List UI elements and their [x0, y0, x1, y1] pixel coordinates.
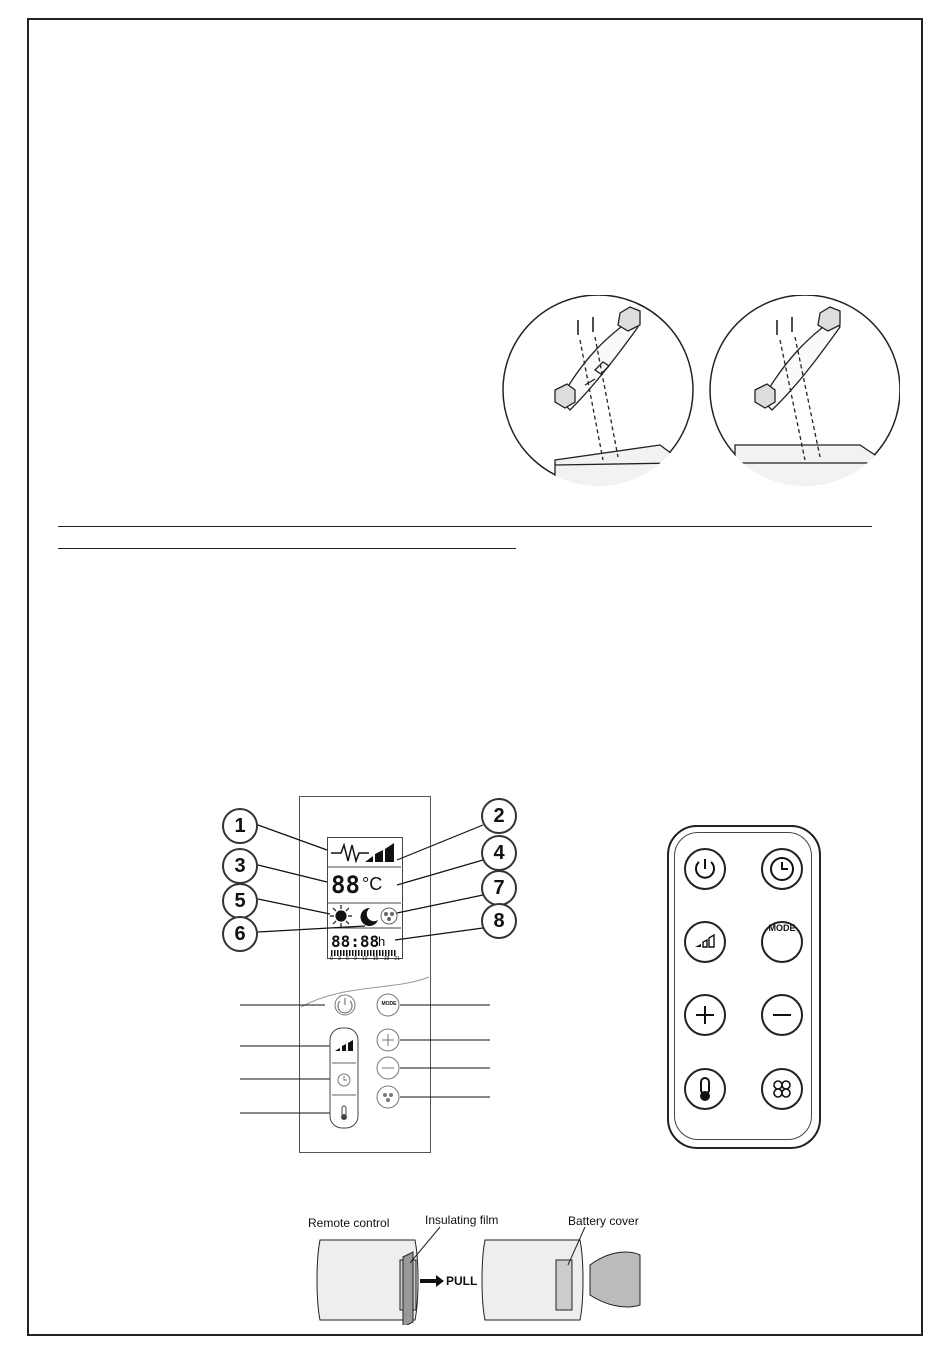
- remote-power-button[interactable]: [684, 848, 726, 890]
- remote-power-level-button[interactable]: [684, 921, 726, 963]
- callout-5: 5: [222, 883, 258, 919]
- lcd-hour-unit: h: [378, 934, 386, 949]
- bracket-figure-left: [503, 295, 693, 490]
- remote-minus-button[interactable]: [761, 994, 803, 1036]
- hour-tick: 15: [372, 956, 379, 962]
- callout-3: 3: [222, 848, 258, 884]
- moon-icon: [361, 908, 378, 926]
- heating-icon: [331, 845, 369, 861]
- hour-tick: 9: [354, 956, 357, 962]
- lcd-time: 88:88: [331, 932, 380, 951]
- power-icon: [686, 850, 724, 888]
- fan-icon: [381, 908, 397, 924]
- fan-icon: [763, 1070, 801, 1108]
- hour-tick: 12: [362, 956, 368, 962]
- remote-timer-button[interactable]: [761, 848, 803, 890]
- panel-graphics: [215, 795, 525, 1155]
- callout-6: 6: [222, 916, 258, 952]
- section-rule-short: [58, 548, 516, 549]
- lcd-temperature: 88: [331, 871, 360, 899]
- callout-7: 7: [481, 870, 517, 906]
- callout-8: 8: [481, 903, 517, 939]
- hour-tick: 6: [346, 956, 349, 962]
- callout-4: 4: [481, 835, 517, 871]
- remote-thermostat-button[interactable]: [684, 1068, 726, 1110]
- pull-label: PULL: [446, 1274, 478, 1288]
- plus-icon: [686, 996, 724, 1034]
- signal-bars-icon: [686, 923, 724, 961]
- hour-tick: 0: [330, 956, 333, 962]
- bracket-illustrations: [500, 295, 900, 490]
- remote-control-label: Remote control: [308, 1216, 390, 1230]
- thermometer-icon: [686, 1070, 724, 1108]
- clock-icon: [763, 850, 801, 888]
- remote-mode-button[interactable]: MODE: [761, 921, 803, 963]
- panel-mode-button[interactable]: MODE: [381, 1001, 397, 1007]
- remote-fan-button[interactable]: [761, 1068, 803, 1110]
- hour-tick: 18: [383, 956, 390, 962]
- section-rule: [58, 526, 872, 527]
- callout-1: 1: [222, 808, 258, 844]
- lcd-hour-scale: [330, 956, 400, 962]
- hour-tick: 3: [338, 956, 341, 962]
- sun-icon: [330, 905, 352, 927]
- power-level-icon: [365, 843, 394, 862]
- bracket-figure-right: [710, 295, 900, 490]
- hour-tick: 21: [394, 956, 400, 962]
- callout-2: 2: [481, 798, 517, 834]
- battery-cover-label: Battery cover: [568, 1214, 639, 1228]
- minus-icon: [763, 996, 801, 1034]
- lcd-temp-unit: °C: [362, 874, 383, 894]
- insulating-film-label: Insulating film: [425, 1213, 499, 1227]
- remote-plus-button[interactable]: [684, 994, 726, 1036]
